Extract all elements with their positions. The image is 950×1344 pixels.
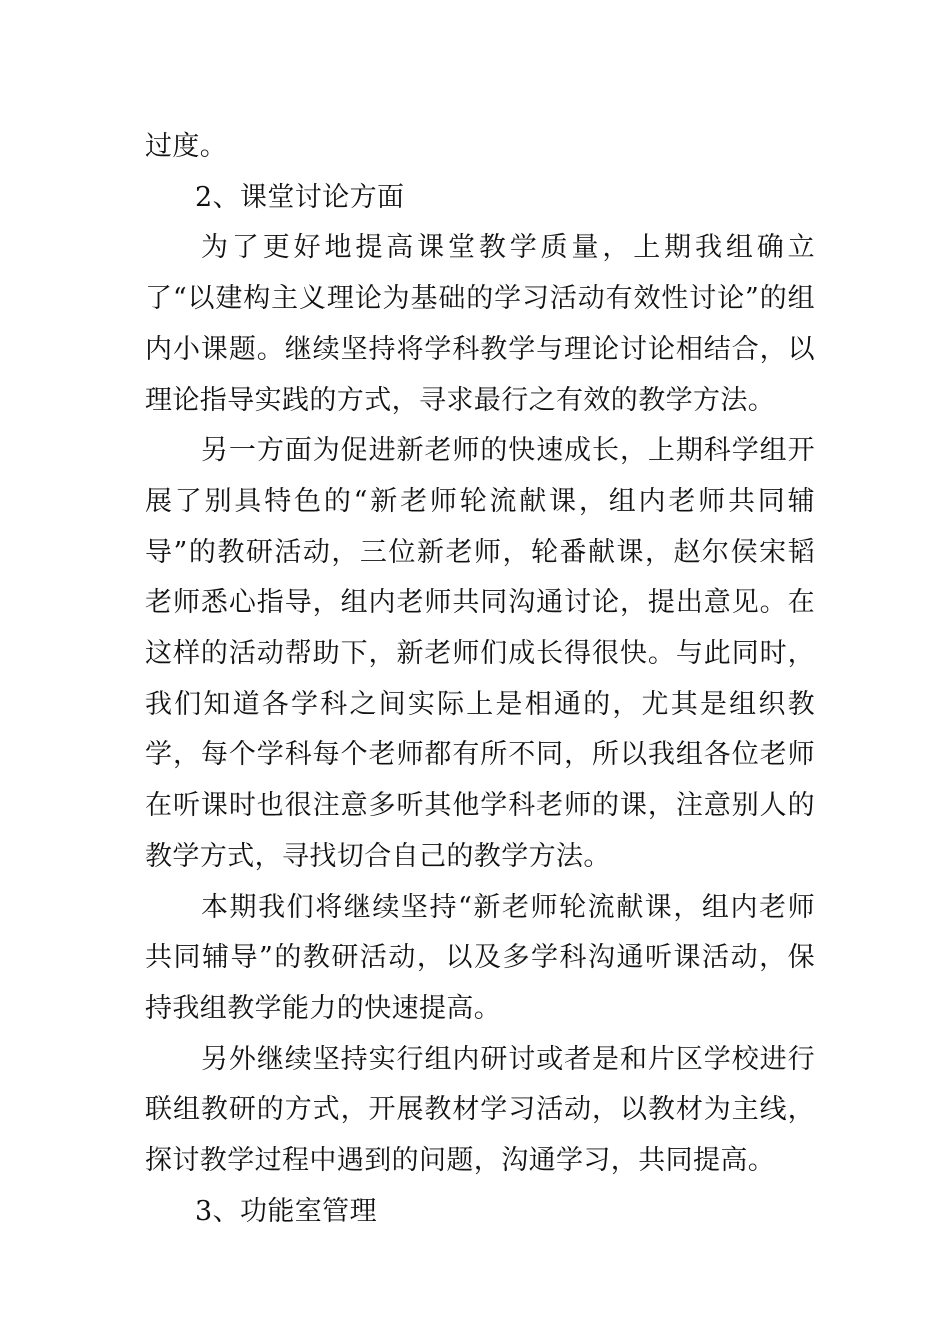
section-heading-3: 3、功能室管理 (195, 1195, 377, 1227)
continuation-text: 过度。 (145, 131, 228, 162)
paragraph-3: 本期我们将继续坚持“新老师轮流献课，组内老师共同辅导”的教研活动，以及多学科沟通听课活动，保持我组教学能力的快速提高。 (145, 891, 815, 1024)
paragraph-4: 另外继续坚持实行组内研讨或者是和片区学校进行联组教研的方式，开展教材学习活动，以教材为主线，探讨教学过程中遇到的问题，沟通学习，共同提高。 (145, 1043, 815, 1177)
paragraph-2: 另一方面为促进新老师的快速成长，上期科学组开展了别具特色的“新老师轮流献课，组内老师共同辅导”的教研活动，三位新老师，轮番献课，赵尔侯宋韬老师悉心指导，组内老师共同沟通讨论，提出意见。在这样的活动帮助下，新老师们成长得很快。与此同时，我们知道各学科之间实际上是相通的，尤其是组织教学，每个学科每个老师都有所不同，所以我组各位老师在听课时也很注意多听其他学科老师的课，注意别人的教学方式，寻找切合自己的教学方法。 (145, 435, 815, 872)
section-heading-2: 2、课堂讨论方面 (195, 181, 405, 213)
document-body (145, 122, 815, 1237)
paragraph-1: 为了更好地提高课堂教学质量，上期我组确立了“以建构主义理论为基础的学习活动有效性讨论”的组内小课题。继续坚持将学科教学与理论讨论相结合，以理论指导实践的方式，寻求最行之有效的教学方法。 (145, 232, 815, 416)
